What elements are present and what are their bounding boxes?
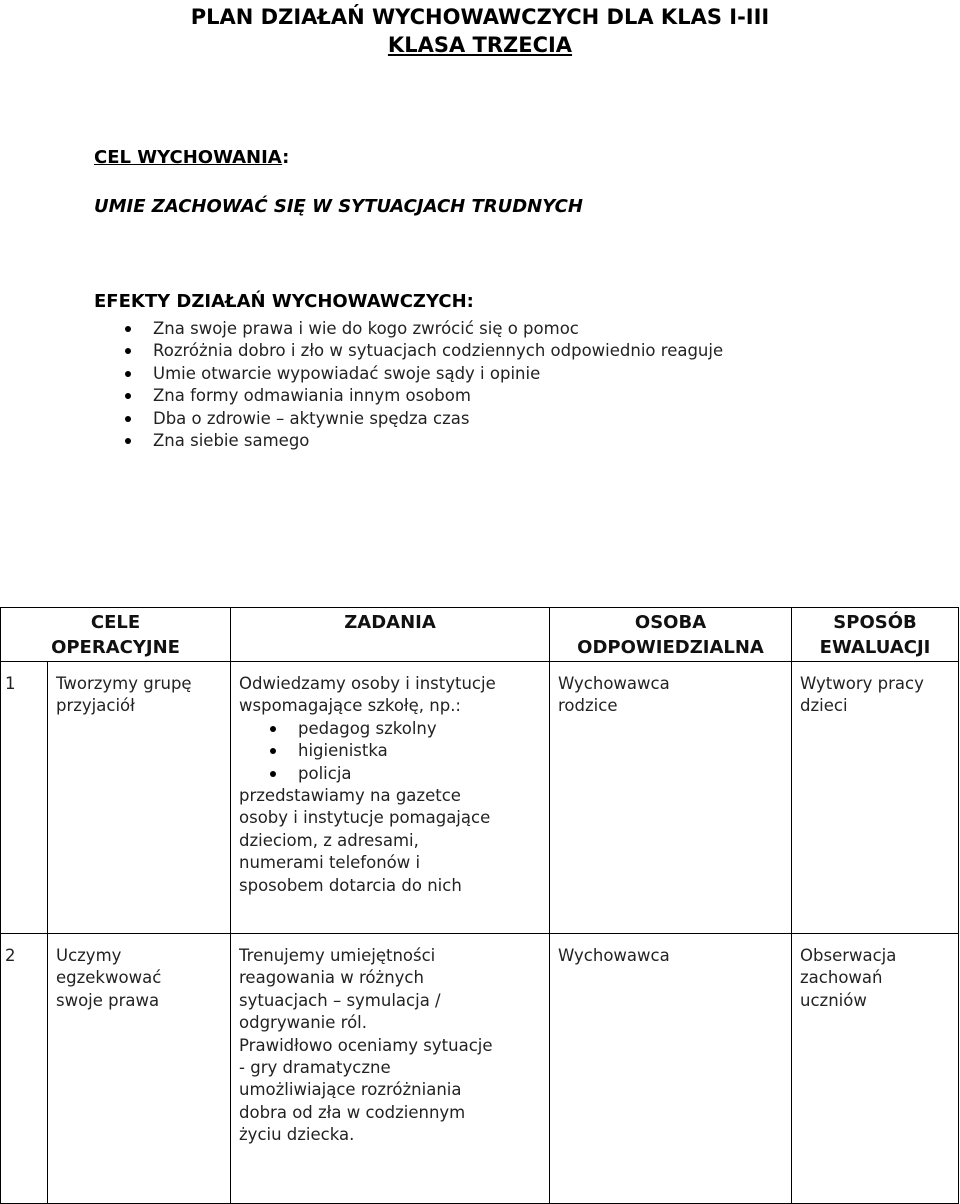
table-row <box>1 662 959 934</box>
row-goal-line: przyjaciół <box>56 696 135 716</box>
row-person <box>550 662 792 934</box>
tasks-line: umożliwiające rozróżniania <box>239 1080 462 1100</box>
header-person <box>550 608 792 662</box>
class-subtitle: KLASA TRZECIA <box>387 33 573 57</box>
row-goal-line: Uczymy <box>56 946 122 965</box>
document-title: PLAN DZIAŁAŃ WYCHOWAWCZYCH DLA KLAS I-III <box>190 5 770 29</box>
header-goals-line2: OPERACYJNE <box>51 637 180 658</box>
effects-list <box>94 318 723 452</box>
tasks-line: dobra od zła w codziennym <box>239 1102 466 1122</box>
row-goal <box>48 662 231 934</box>
tasks-line: odgrywanie ról. <box>239 1013 367 1033</box>
effect-item: Rozróżnia dobro i zło w sytuacjach codziennych odpowiednio reaguje <box>94 340 723 362</box>
row-evaluation-line: uczniów <box>800 990 867 1010</box>
header-person-line1: OSOBA <box>634 612 707 633</box>
tasks-line: Prawidłowo oceniamy sytuacje <box>239 1035 493 1055</box>
tasks-bullet-list <box>239 718 543 785</box>
plan-table <box>0 607 959 1204</box>
effect-item: Dba o zdrowie – aktywnie spędza czas <box>94 408 723 430</box>
goal-heading-colon: : <box>282 147 290 168</box>
header-goals-line1: CELE <box>90 612 141 633</box>
row-evaluation-line: Obserwacja <box>800 946 897 965</box>
table-header-row <box>1 608 959 662</box>
goal-heading <box>94 147 289 168</box>
header-tasks <box>231 608 550 662</box>
goal-text: UMIE ZACHOWAĆ SIĘ W SYTUACJACH TRUDNYCH <box>94 196 583 217</box>
row-evaluation-line: dzieci <box>800 696 848 716</box>
tasks-line: dzieciom, z adresami, <box>239 830 419 850</box>
header-person-line2: ODPOWIEDZIALNA <box>577 637 764 658</box>
row-goal-line: Tworzymy grupę <box>56 674 192 693</box>
tasks-line: - gry dramatyczne <box>239 1058 391 1078</box>
effect-item: Zna swoje prawa i wie do kogo zwrócić się o pomoc <box>94 318 723 340</box>
effect-item: Zna siebie samego <box>94 430 723 452</box>
tasks-line: osoby i instytucje pomagające <box>239 808 491 828</box>
tasks-line: sytuacjach – symulacja / <box>239 990 441 1010</box>
header-goals <box>1 608 231 662</box>
tasks-line: reagowania w różnych <box>239 968 424 988</box>
tasks-bullet-item: policja <box>239 763 543 785</box>
tasks-line: Odwiedzamy osoby i instytucje <box>239 674 496 693</box>
header-tasks-label: ZADANIA <box>344 612 436 633</box>
row-person-line: rodzice <box>558 696 618 716</box>
tasks-bullet-item: higienistka <box>239 740 543 762</box>
row-person <box>550 934 792 1204</box>
row-tasks <box>231 934 550 1204</box>
row-evaluation <box>792 662 959 934</box>
tasks-line: numerami telefonów i <box>239 853 421 873</box>
tasks-line: wspomagające szkołę, np.: <box>239 696 461 716</box>
row-number: 2 <box>1 934 48 1204</box>
row-goal-line: egzekwować <box>56 968 162 988</box>
header-evaluation <box>792 608 959 662</box>
goal-heading-label: CEL WYCHOWANIA <box>94 147 283 168</box>
tasks-bullet-item: pedagog szkolny <box>239 718 543 740</box>
tasks-line: sposobem dotarcia do nich <box>239 875 462 895</box>
effect-item: Umie otwarcie wypowiadać swoje sądy i opinie <box>94 363 723 385</box>
row-goal <box>48 934 231 1204</box>
tasks-line: życiu dziecka. <box>239 1125 355 1145</box>
row-evaluation-line: zachowań <box>800 968 883 988</box>
row-person-line: Wychowawca <box>558 674 670 693</box>
row-evaluation <box>792 934 959 1204</box>
row-number: 1 <box>1 662 48 934</box>
row-tasks <box>231 662 550 934</box>
effects-heading: EFEKTY DZIAŁAŃ WYCHOWAWCZYCH: <box>94 291 474 312</box>
row-evaluation-line: Wytwory pracy <box>800 674 924 693</box>
row-person-line: Wychowawca <box>558 946 670 965</box>
effect-item: Zna formy odmawiania innym osobom <box>94 385 723 407</box>
tasks-line: Trenujemy umiejętności <box>239 946 436 965</box>
header-evaluation-line2: EWALUACJI <box>819 637 931 658</box>
tasks-line: przedstawiamy na gazetce <box>239 786 461 806</box>
header-evaluation-line1: SPOSÓB <box>833 612 917 633</box>
row-goal-line: swoje prawa <box>56 990 160 1010</box>
table-row <box>1 934 959 1204</box>
